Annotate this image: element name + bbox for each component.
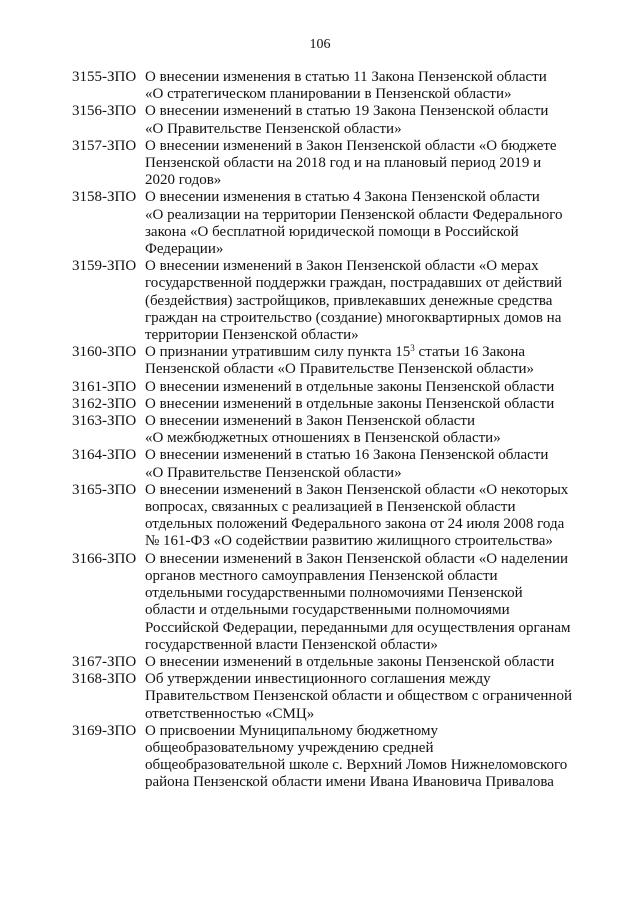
- law-title-line: вопросах, связанных с реализацией в Пензенской области: [145, 499, 516, 516]
- law-title-line: «О Правительстве Пензенской области»: [145, 120, 402, 137]
- law-code: 3159-ЗПО: [72, 258, 137, 275]
- law-entry: [72, 413, 592, 447]
- law-title-line: О внесении изменений в статью 19 Закона Пензенской области: [145, 103, 549, 120]
- law-title-line: области и отдельными государственными полномочиями: [145, 602, 510, 619]
- law-title-line: закона «О бесплатной юридической помощи в Российской: [145, 223, 519, 240]
- law-code: 3163-ЗПО: [72, 413, 137, 430]
- law-title-line: О внесении изменений в отдельные законы Пензенской области: [145, 653, 555, 670]
- law-title-line: О внесении изменения в статью 11 Закона Пензенской области: [145, 69, 547, 85]
- law-title-line: отдельных положений Федерального закона от 24 июля 2008 года: [145, 516, 565, 533]
- law-entry: [72, 379, 592, 396]
- law-entry: [72, 551, 592, 654]
- law-entry: [72, 69, 592, 103]
- law-title-line: № 161-ФЗ «О содействии развитию жилищного строительства»: [145, 533, 553, 550]
- law-title: [145, 654, 592, 671]
- law-entry: [72, 189, 592, 258]
- law-title-line: граждан на строительство (создание) многоквартирных домов на: [145, 309, 562, 326]
- law-title: [145, 258, 592, 344]
- law-title-line: (бездействия) застройщиков, привлекавших денежные средства: [145, 292, 553, 309]
- law-title-line: О внесении изменений в Закон Пензенской области «О некоторых: [145, 481, 569, 498]
- law-title-line: О присвоении Муниципальному бюджетному: [145, 722, 438, 739]
- law-code: 3166-ЗПО: [72, 550, 137, 567]
- superscript: 3: [410, 343, 415, 354]
- law-title-line: ответственностью «СМЦ»: [145, 705, 315, 722]
- law-title-line: Российской Федерации, переданными для осуществления органам: [145, 619, 571, 636]
- law-title-line: «О межбюджетных отношениях в Пензенской области»: [145, 430, 501, 447]
- law-title: [145, 69, 592, 103]
- law-list-body: [72, 69, 592, 792]
- law-title-text: статьи 16 Закона: [414, 344, 526, 361]
- law-entry: [72, 344, 592, 378]
- law-title-line: [145, 344, 592, 361]
- law-title: [145, 396, 592, 413]
- law-title-line: Пензенской области на 2018 год и на плановый период 2019 и: [145, 155, 542, 172]
- law-title-line: общеобразовательной школе с. Верхний Ломов Нижнеломовского: [145, 757, 568, 774]
- law-title: [145, 723, 592, 792]
- law-title-line: О внесении изменений в Закон Пензенской области «О бюджете: [145, 137, 557, 154]
- law-title-line: Об утверждении инвестиционного соглашения между: [145, 671, 491, 688]
- law-title-line: О внесении изменений в Закон Пензенской области: [145, 413, 475, 430]
- law-title: [145, 447, 592, 481]
- law-entry: [72, 723, 592, 792]
- law-entry: [72, 482, 592, 551]
- law-title-line: «О Правительстве Пензенской области»: [145, 464, 402, 481]
- law-entry: [72, 103, 592, 137]
- law-code: 3164-ЗПО: [72, 447, 137, 464]
- law-title: [145, 103, 592, 137]
- law-title-text: О признании утратившим силу пункта 15: [145, 344, 411, 361]
- law-entry: [72, 654, 592, 671]
- law-code: 3157-ЗПО: [72, 137, 137, 154]
- law-title-line: территории Пензенской области»: [145, 327, 359, 344]
- law-code: 3160-ЗПО: [72, 344, 137, 361]
- law-title-line: О внесении изменений в статью 16 Закона Пензенской области: [145, 447, 549, 464]
- law-title-line: Федерации»: [145, 241, 224, 258]
- law-code: 3158-ЗПО: [72, 189, 137, 206]
- law-code: 3167-ЗПО: [72, 653, 137, 670]
- law-title-line: О внесении изменений в отдельные законы Пензенской области: [145, 378, 555, 395]
- law-title: [145, 379, 592, 396]
- page-number: 106: [309, 37, 331, 52]
- law-list: [72, 69, 592, 792]
- law-code: 3155-ЗПО: [72, 69, 137, 85]
- law-title-line: 2020 годов»: [145, 172, 222, 189]
- law-title-line: Пензенской области «О Правительстве Пензенской области»: [145, 361, 535, 378]
- law-title: [145, 551, 592, 654]
- law-title-line: района Пензенской области имени Ивана Ивановича Привалова: [145, 774, 554, 791]
- law-title: [145, 482, 592, 551]
- law-entry: [72, 396, 592, 413]
- law-title: [145, 189, 592, 258]
- law-title-line: государственной поддержки граждан, пострадавших от действий: [145, 275, 563, 292]
- law-entry: [72, 138, 592, 190]
- law-code: 3169-ЗПО: [72, 722, 137, 739]
- law-code: 3161-ЗПО: [72, 378, 137, 395]
- law-code: 3162-ЗПО: [72, 395, 137, 412]
- law-title: [145, 413, 592, 447]
- law-title: [145, 138, 592, 190]
- law-title: [145, 344, 592, 378]
- law-entry: [72, 447, 592, 481]
- law-title-line: «О стратегическом планировании в Пензенской области»: [145, 86, 512, 103]
- law-code: 3168-ЗПО: [72, 671, 137, 688]
- law-title-line: О внесении изменений в отдельные законы Пензенской области: [145, 395, 555, 412]
- law-title-line: О внесении изменений в Закон Пензенской области «О мерах: [145, 258, 539, 275]
- law-title-line: О внесении изменения в статью 4 Закона Пензенской области: [145, 189, 540, 206]
- law-title-line: органов местного самоуправления Пензенской области: [145, 567, 498, 584]
- law-title-line: государственной власти Пензенской области»: [145, 636, 438, 653]
- law-title-line: отдельными государственными полномочиями Пензенской: [145, 585, 523, 602]
- law-title-line: «О реализации на территории Пензенской области Федерального: [145, 206, 563, 223]
- law-title-line: общеобразовательному учреждению средней: [145, 739, 434, 756]
- law-code: 3165-ЗПО: [72, 481, 137, 498]
- law-code: 3156-ЗПО: [72, 103, 137, 120]
- law-title-line: Правительством Пензенской области и обществом с ограниченной: [145, 688, 572, 705]
- law-entry: [72, 671, 592, 723]
- law-title-line: О внесении изменений в Закон Пензенской области «О наделении: [145, 550, 569, 567]
- law-entry: [72, 258, 592, 344]
- law-title: [145, 671, 592, 723]
